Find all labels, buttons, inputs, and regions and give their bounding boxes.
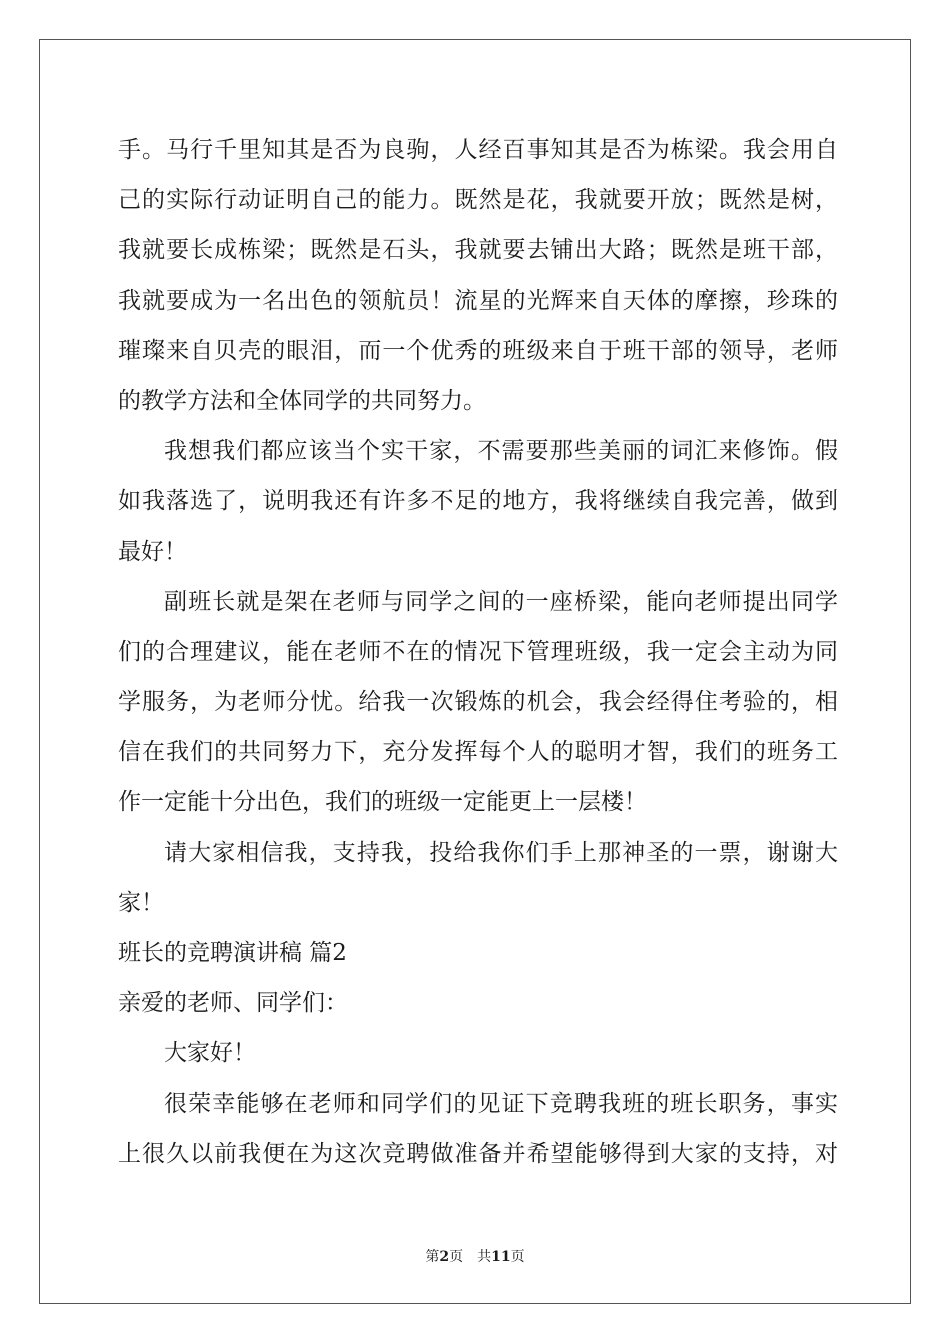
text-line: 手。马行千里知其是否为良驹，人经百事知其是否为栋梁。我会用自 <box>118 137 838 163</box>
text-line: 家！ <box>118 889 164 916</box>
text-line: 最好！ <box>118 538 187 565</box>
paragraph-start-line: 我想我们都应该当个实干家，不需要那些美丽的词汇来修饰。假 <box>164 438 838 465</box>
section-heading: 班长的竞聘演讲稿 篇2 <box>118 940 347 966</box>
text-line: 信在我们的共同努力下，充分发挥每个人的聪明才智，我们的班务工 <box>118 739 838 766</box>
greeting: 大家好！ <box>164 1040 256 1067</box>
text-line: 我就要成为一名出色的领航员！流星的光辉来自天体的摩擦，珍珠的 <box>118 287 838 314</box>
text-line: 璀璨来自贝壳的眼泪，而一个优秀的班级来自于班干部的领导，老师 <box>118 337 838 364</box>
text-line: 们的合理建议，能在老师不在的情况下管理班级，我一定会主动为同 <box>118 638 838 665</box>
text-line: 如我落选了，说明我还有许多不足的地方，我将继续自我完善，做到 <box>118 488 838 515</box>
total-pages: 11 <box>491 1249 511 1265</box>
paragraph-start-line: 请大家相信我，支持我，投给我你们手上那神圣的一票，谢谢大 <box>164 839 838 866</box>
paragraph-start-line: 很荣幸能够在老师和同学们的见证下竞聘我班的班长职务，事实 <box>164 1090 838 1117</box>
text-line: 我就要长成栋梁；既然是石头，我就要去铺出大路；既然是班干部， <box>118 237 838 264</box>
text-line: 上很久以前我便在为这次竞聘做准备并希望能够得到大家的支持，对 <box>118 1140 838 1167</box>
total-suffix: 页 <box>510 1249 525 1265</box>
text-line: 作一定能十分出色，我们的班级一定能更上一层楼！ <box>118 789 647 816</box>
text-line: 己的实际行动证明自己的能力。既然是花，我就要开放；既然是树， <box>118 187 838 214</box>
text-line: 学服务，为老师分忧。给我一次锻炼的机会，我会经得住考验的，相 <box>118 689 838 716</box>
page-footer <box>0 1247 950 1267</box>
salutation: 亲爱的老师、同学们： <box>118 990 348 1017</box>
page-prefix: 第 <box>425 1249 440 1265</box>
text-line: 的教学方法和全体同学的共同努力。 <box>118 387 486 414</box>
total-prefix: 共 <box>477 1249 492 1265</box>
paragraph-start-line: 副班长就是架在老师与同学之间的一座桥梁，能向老师提出同学 <box>164 588 838 615</box>
page-suffix: 页 <box>449 1249 464 1265</box>
page-number: 2 <box>439 1249 450 1265</box>
document-body <box>118 125 838 1179</box>
